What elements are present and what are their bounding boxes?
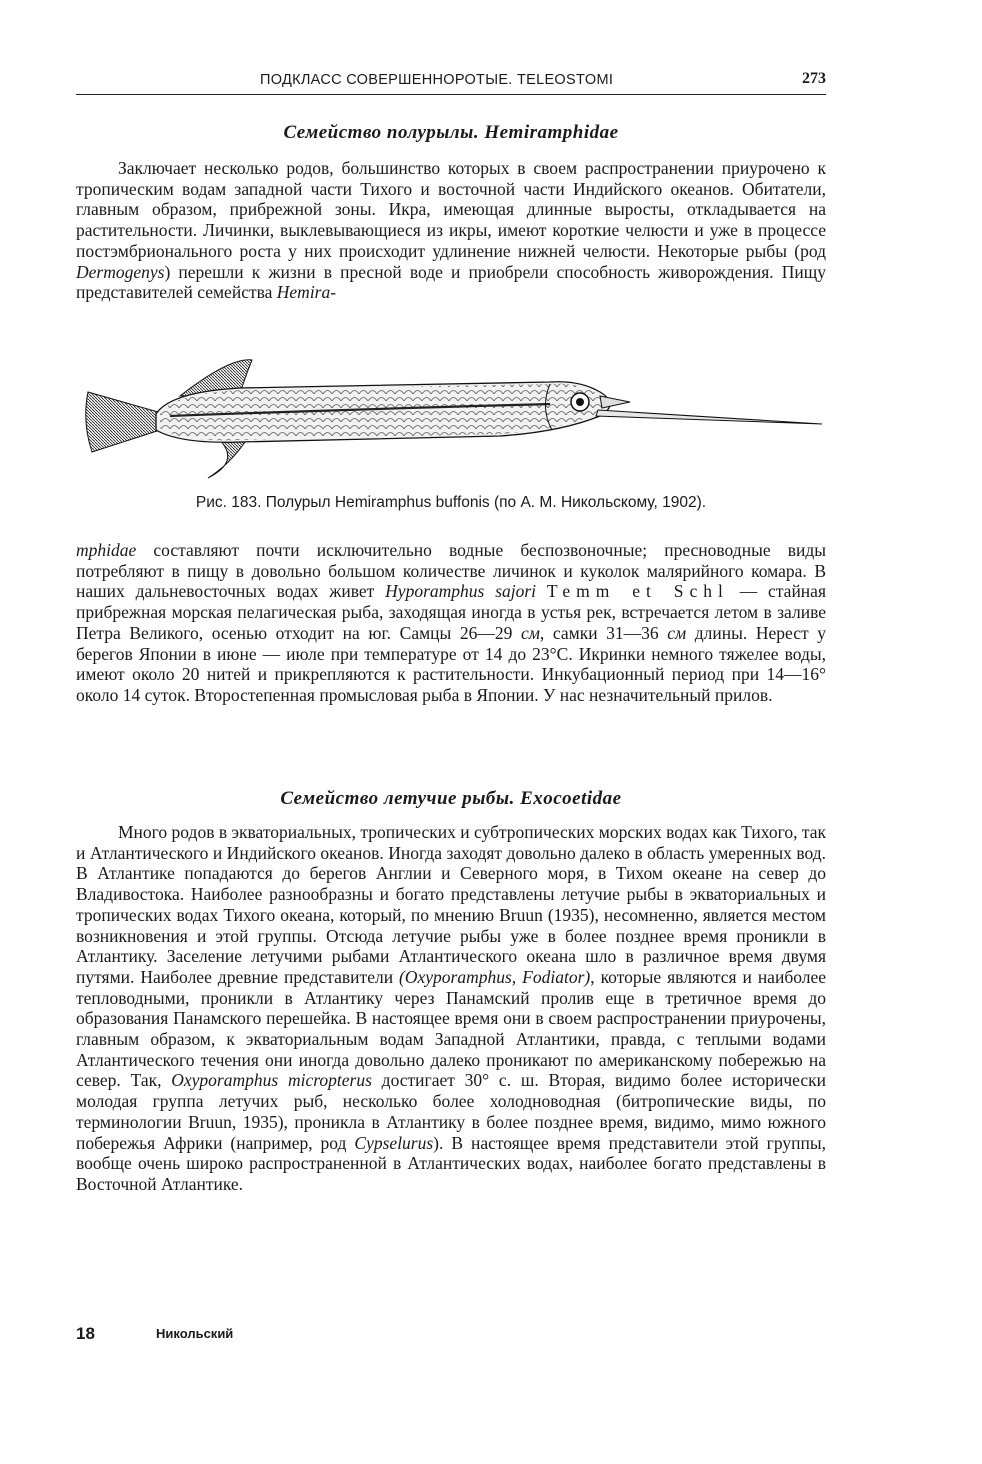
running-header [76, 72, 826, 94]
author-name: Temm et Schl [546, 581, 729, 602]
genus-name: Dermogenys [76, 261, 165, 282]
signature-footer [76, 1324, 476, 1348]
species-name: Oxyporamphus micropterus [171, 1070, 372, 1091]
species-name: Hyporamphus sajori [385, 581, 537, 602]
unit: см [520, 622, 540, 643]
text-run: ) перешли к жизни в пресной воде и приобрели способность живорождения. Пищу представителей семейства [76, 261, 826, 303]
signature-number: 18 [76, 1324, 95, 1343]
text-run: ). В настоящее время представители этой группы, вообще очень широко распространенной в Атлантических водах, наиболее богато представлены в Восточной Атлантике. [76, 1132, 826, 1194]
text-run: достигает 30° с. ш. Вторая, видимо более исторически молодая группа летучих рыб, несколько более холодноводная (битропические виды, по терминологии Bruun, 1935), проникла в Атлантику в более позднее время, видимо, мимо южного побережья Африки (например, род [76, 1070, 827, 1153]
section-heading-hemiramphidae: Семейство полурылы. Hemiramphidae [283, 122, 619, 143]
paragraph-hemiramphidae-intro [76, 158, 826, 303]
figure-caption: Рис. 183. Полурыл Hemiramphus buffonis (по А. М. Никольскому, 1902). [195, 494, 707, 511]
text-run: длины. Нерест у берегов Японии в июне — июле при температуре от 14 до 23°С. Икринки немного тяжелее воды, имеют около 20 нитей и прикрепляются к растительности. Инкубационный период при 14—16° около 14 суток. Второстепенная промысловая рыба в Японии. У нас незначительный прилов. [76, 622, 826, 705]
text-run: , самки 31—36 [539, 622, 668, 643]
unit: см [667, 622, 687, 643]
running-title: ПОДКЛАСС СОВЕРШЕННОРОТЫЕ. TELEOSTOMI [260, 72, 614, 88]
page-number: 273 [802, 70, 826, 87]
section-heading-exocoetidae: Семейство летучие рыбы. Exocoetidae [280, 788, 622, 809]
text-run [536, 581, 547, 601]
paragraph-exocoetidae [76, 822, 826, 1195]
header-rule [76, 94, 826, 95]
text-run: Заключает несколько родов, большинство которых в своем распространении приурочено к тропическим водам западной части Тихого и восточной части Индийского океанов. Обитатели, главным образом, прибрежной зоны. Икра, имеющая длинные выросты, откладывается на растительности. Личинки, выклевывающиеся из икры, имеют короткие челюсти и уже в процессе постэмбрионального роста у них происходит удлинение нижней челюсти. Некоторые рыбы (род [76, 158, 826, 261]
text-run: , которые являются и наиболее тепловодными, проникли в Атлантику через Панамский пролив еще в третичное время до образования Панамского перешейка. В настоящее время они в своем распространении приурочены, главным образом, к экваториальным водам Западной Атлантики, правда, с теплыми водами Атлантического течения они иногда довольно далеко проникают по американскому побережью на север. Так, [76, 966, 827, 1091]
text-run: составляют почти исключительно водные беспозвоночные; пресноводные виды потребляют в пищу в довольно большом количестве личинок и куколок малярийного комара. В наших дальневосточных водах живет [76, 540, 826, 602]
text-run: Много родов в экваториальных, тропических и субтропических морских водах как Тихого, так и Атлантического и Индийского океанов. Иногда заходят довольно далеко в область умеренных вод. В Атлантике попадаются до берегов Англии и Северного моря, в Тихом океане на север до Владивостока. Наиболее разнообразны и богато представлены летучие рыбы в экваториальных и тропических водах Тихого океана, который, по мнению Bruun (1935), несомненно, является местом возникновения и этой группы. Отсюда летучие рыбы уже в более позднее время проникли в Атлантику. Заселение летучими рыбами Атлантического океана шло в различное время двумя путями. Наиболее древние представители [76, 822, 827, 987]
halfbeak-fish-drawing [80, 352, 826, 482]
genus-name: mphidae [76, 540, 137, 560]
genus-name: Hemira- [276, 282, 337, 303]
signature-name: Никольский [156, 1326, 234, 1341]
figure-halfbeak-illustration [80, 352, 826, 482]
genus-name: Cypselurus [354, 1132, 434, 1153]
genus-names: (Oxyporamphus, Fodiator) [399, 966, 591, 987]
text-run: — стайная прибрежная морская пелагическая рыба, заходящая иногда в устья рек, встречается летом в заливе Петра Великого, осенью отходит на юг. Самцы 26—29 [76, 581, 826, 643]
paragraph-hemiramphidae-diet [76, 540, 826, 706]
